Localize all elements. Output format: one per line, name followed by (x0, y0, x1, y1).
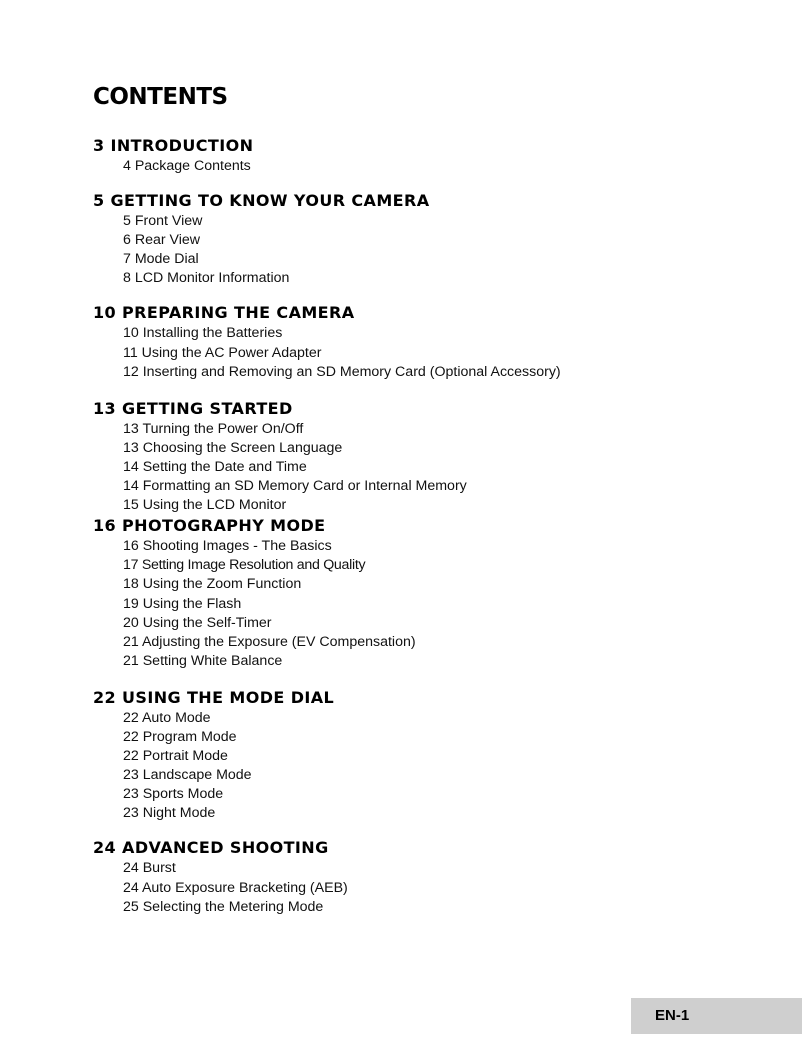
toc-entry: 21 Adjusting the Exposure (EV Compensation) (123, 633, 416, 650)
toc-section (93, 190, 773, 288)
toc-entry: 14 Setting the Date and Time (123, 458, 307, 475)
toc-entry: 19 Using the Flash (123, 595, 242, 612)
toc-entry: 25 Selecting the Metering Mode (123, 898, 324, 915)
section-heading: 13 GETTING STARTED (93, 398, 293, 418)
table-of-contents (93, 135, 773, 917)
toc-entry: 21 Setting White Balance (123, 652, 283, 669)
toc-section (93, 515, 773, 671)
toc-entry: 20 Using the Self-Timer (123, 614, 272, 631)
toc-entry: 22 Portrait Mode (123, 748, 228, 765)
section-entries (93, 709, 773, 824)
toc-entry: 11 Using the AC Power Adapter (123, 344, 322, 361)
toc-entry: 14 Formatting an SD Memory Card or Internal Memory (123, 478, 467, 495)
section-entries (93, 859, 773, 916)
toc-entry: 8 LCD Monitor Information (123, 270, 290, 287)
section-entries (93, 537, 773, 671)
toc-entry: 24 Auto Exposure Bracketing (AEB) (123, 879, 348, 896)
section-entries (93, 324, 773, 381)
toc-section (93, 837, 773, 916)
toc-entry: 22 Program Mode (123, 728, 237, 745)
section-entries (93, 420, 773, 515)
section-entries (93, 157, 773, 176)
toc-entry: 6 Rear View (123, 232, 201, 249)
section-heading: 3 INTRODUCTION (93, 136, 254, 155)
toc-section (93, 135, 773, 176)
toc-entry: 17 Setting Image Resolution and Quality (123, 557, 366, 574)
toc-entry: 16 Shooting Images - The Basics (123, 538, 332, 555)
page-number-tab (631, 998, 802, 1034)
toc-entry: 15 Using the LCD Monitor (123, 497, 287, 514)
toc-section (93, 687, 773, 824)
toc-entry: 24 Burst (123, 860, 176, 877)
toc-entry: 23 Night Mode (123, 805, 216, 822)
section-heading: 5 GETTING TO KNOW YOUR CAMERA (93, 191, 430, 211)
section-entries (93, 212, 773, 288)
section-heading: 22 USING THE MODE DIAL (93, 687, 335, 707)
toc-entry: 13 Turning the Power On/Off (123, 420, 304, 437)
toc-entry: 10 Installing the Batteries (123, 325, 283, 342)
toc-entry: 12 Inserting and Removing an SD Memory Card (Optional Accessory) (123, 363, 561, 380)
toc-entry: 18 Using the Zoom Function (123, 576, 302, 593)
section-heading: 16 PHOTOGRAPHY MODE (93, 516, 326, 536)
page-title: CONTENTS (93, 84, 228, 110)
toc-entry: 23 Sports Mode (123, 786, 224, 803)
page-number: EN-1 (655, 1007, 690, 1024)
toc-section (93, 302, 773, 381)
section-heading: 10 PREPARING THE CAMERA (93, 303, 355, 323)
toc-section (93, 398, 773, 515)
toc-entry: 22 Auto Mode (123, 709, 211, 726)
section-heading: 24 ADVANCED SHOOTING (93, 838, 329, 858)
toc-entry: 23 Landscape Mode (123, 767, 252, 784)
toc-entry: 4 Package Contents (123, 158, 251, 174)
toc-entry: 5 Front View (123, 213, 203, 230)
toc-entry: 7 Mode Dial (123, 251, 199, 268)
toc-entry: 13 Choosing the Screen Language (123, 439, 343, 456)
